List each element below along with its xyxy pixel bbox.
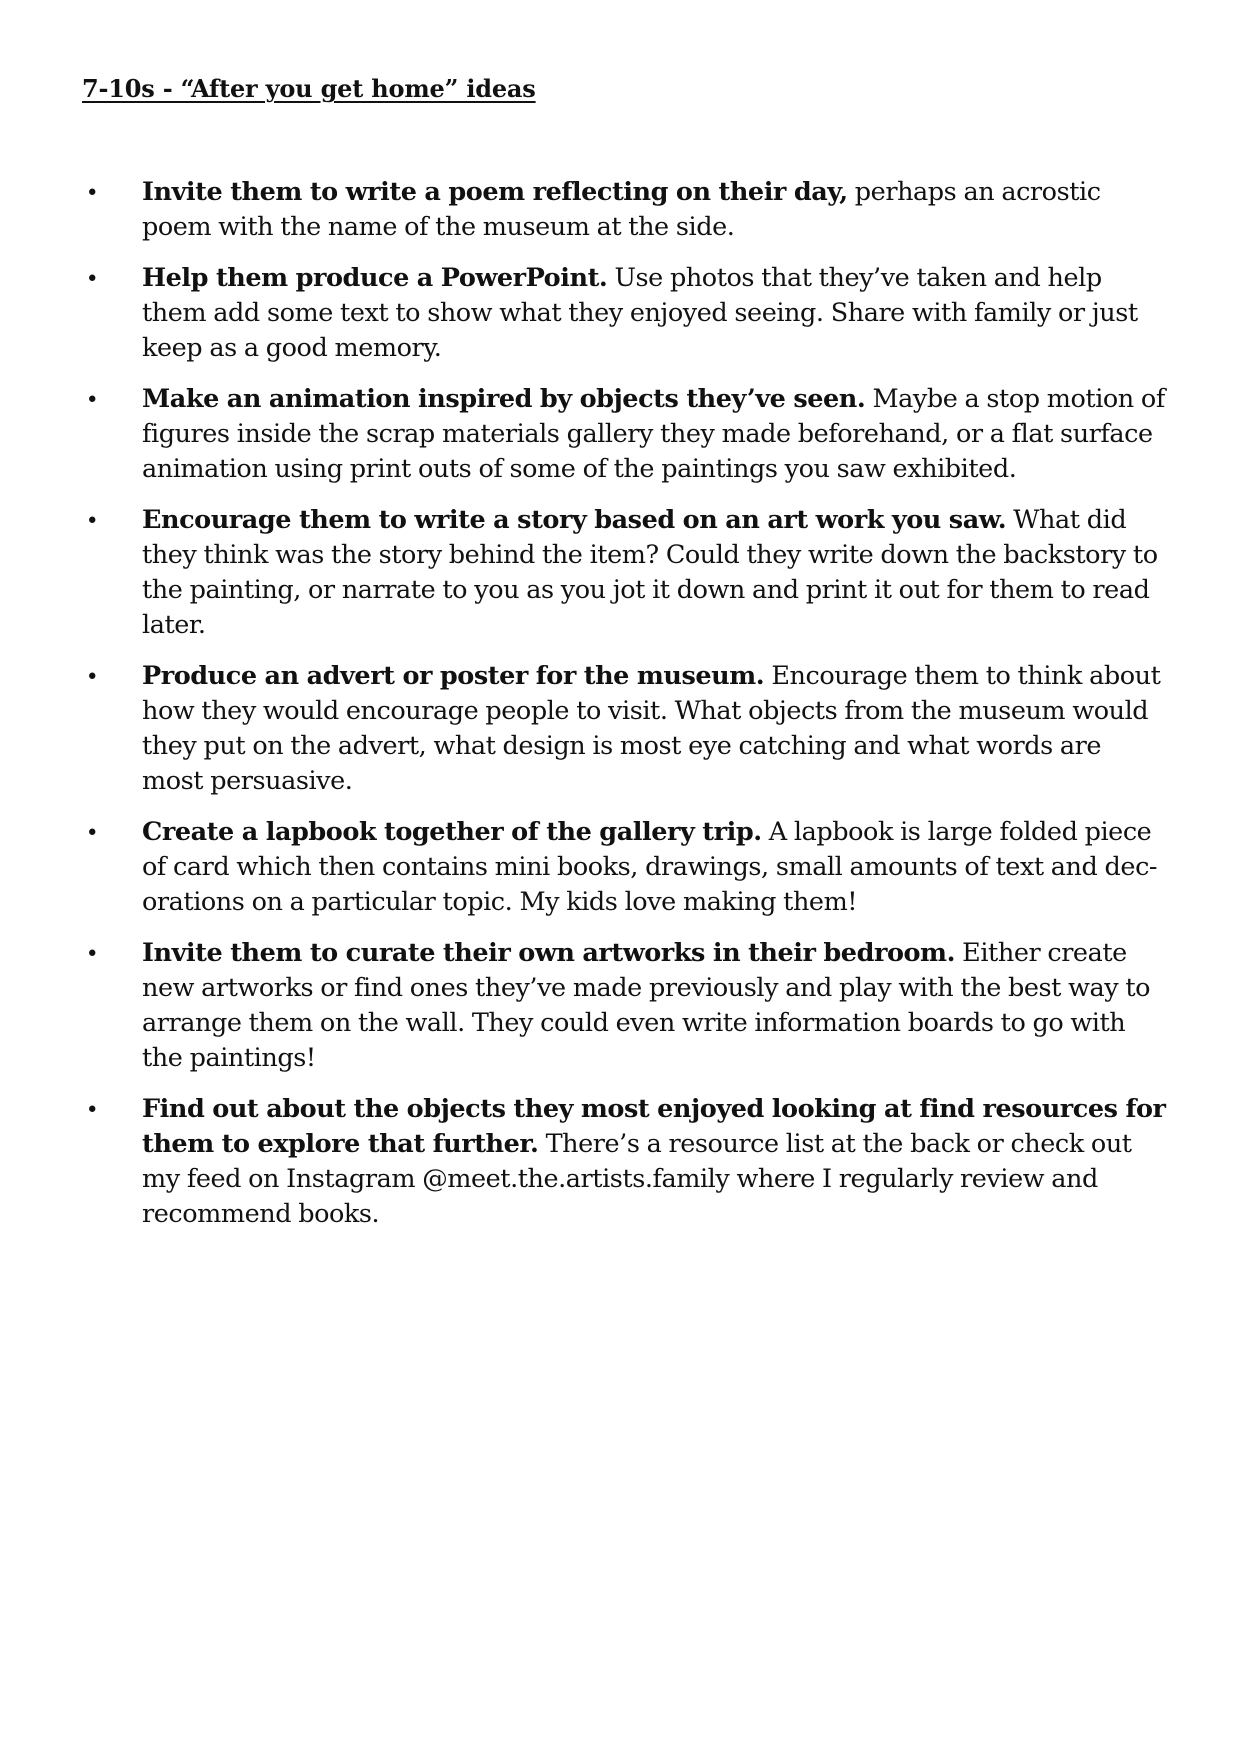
bullet-icon: •: [85, 388, 99, 413]
bullet-icon: •: [85, 821, 99, 846]
list-item: [82, 382, 1167, 487]
idea-lead: Invite them to curate their own artworks in their bedroom.: [142, 938, 956, 968]
bullet-icon: •: [85, 942, 99, 967]
list-item: [82, 175, 1167, 245]
idea-lead: Invite them to write a poem reflecting on their day,: [142, 177, 848, 207]
idea-text: Maybe a stop motion of figures inside the scrap materials gallery they made beforehand, or a flat surface animation using print outs of some of the paintings you saw exhibited.: [142, 384, 1165, 484]
idea-text: Either create new artworks or find ones they’ve made previously and play with the best way to arrange them on the wall. They could even write information boards to go with the paintings!: [142, 938, 1151, 1073]
idea-lead: Find out about the objects they most enjoyed looking at find resources for them to explore that further.: [142, 1094, 1166, 1159]
bullet-icon: •: [85, 267, 99, 292]
bullet-icon: •: [85, 509, 99, 534]
idea-text: A lapbook is large folded piece of card which then contains mini books, drawings, small amounts of text and decorations on a particular topic. My kids love making them!: [142, 817, 1158, 917]
idea-text: Encourage them to think about how they would encourage people to visit. What objects from the museum would they put on the advert, what design is most eye catching and what words are most persuasive.: [142, 661, 1161, 796]
idea-text: What did they think was the story behind the item? Could they write down the backstory to the painting, or narrate to you as you jot it down and print it out for them to read later.: [142, 505, 1158, 640]
list-item: [82, 815, 1167, 920]
page-heading: 7-10s - “After you get home” ideas: [82, 74, 536, 103]
idea-lead: Encourage them to write a story based on an art work you saw.: [142, 505, 1007, 535]
idea-text: perhaps an acrostic poem with the name of the museum at the side.: [142, 177, 1101, 242]
idea-lead: Create a lapbook together of the gallery trip.: [142, 817, 762, 847]
idea-text: There’s a resource list at the back or check out my feed on Instagram @meet.the.artists.family where I regularly review and recommend books.: [142, 1129, 1132, 1229]
bullet-icon: •: [85, 1098, 99, 1123]
list-item: [82, 659, 1167, 799]
list-item: [82, 261, 1167, 366]
bullet-icon: •: [85, 665, 99, 690]
idea-text: Use photos that they’ve taken and help them add some text to show what they enjoyed seeing. Share with family or just keep as a good memory.: [142, 263, 1138, 363]
bullet-icon: •: [85, 181, 99, 206]
idea-lead: Help them produce a PowerPoint.: [142, 263, 608, 293]
list-item: [82, 1092, 1167, 1232]
list-item: [82, 936, 1167, 1076]
ideas-list: [82, 175, 1167, 1248]
idea-lead: Make an animation inspired by objects they’ve seen.: [142, 384, 866, 414]
idea-lead: Produce an advert or poster for the museum.: [142, 661, 765, 691]
list-item: [82, 503, 1167, 643]
